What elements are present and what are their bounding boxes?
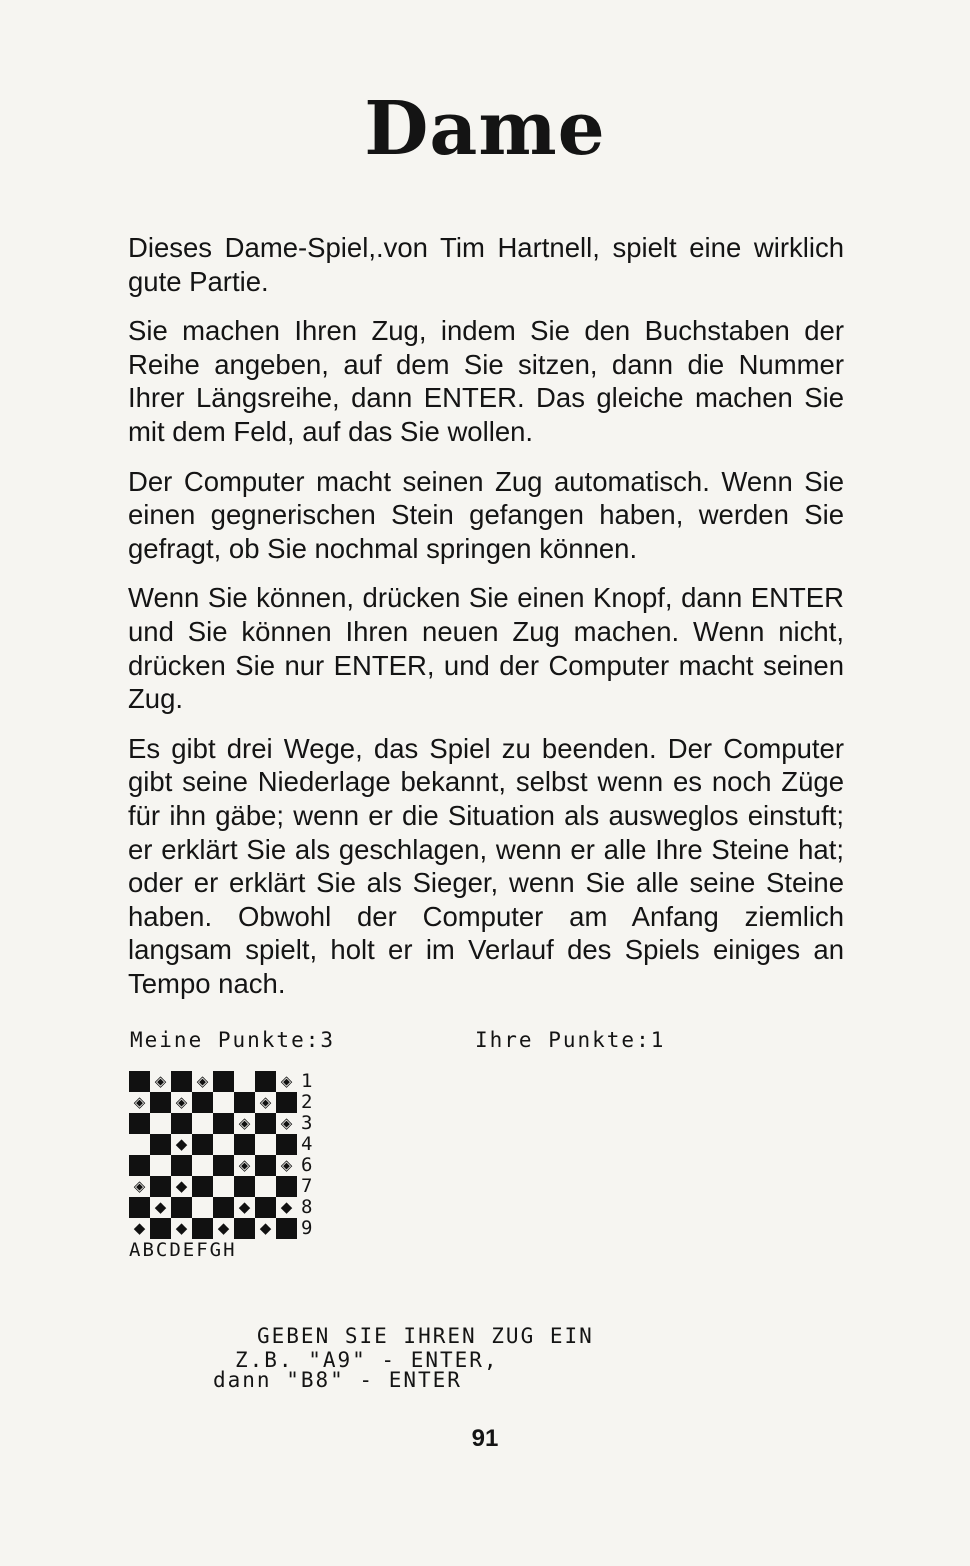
rank-label: 4 [301, 1133, 313, 1155]
player-piece-icon: ◈ [175, 1093, 188, 1111]
board-square [192, 1155, 213, 1176]
board-square [255, 1113, 276, 1134]
board-square [213, 1176, 234, 1197]
board-square [171, 1113, 192, 1134]
checkers-board-screen [129, 1070, 313, 1261]
board-square [276, 1176, 297, 1197]
my-score: Meine Punkte:3 [130, 1028, 336, 1052]
board-square [129, 1134, 150, 1155]
page-title: Dame [364, 86, 606, 172]
board-square [234, 1218, 255, 1239]
player-piece-icon: ◈ [238, 1156, 251, 1174]
board-square [150, 1176, 171, 1197]
board-square [192, 1092, 213, 1113]
board-square [171, 1155, 192, 1176]
paragraph: Der Computer macht seinen Zug automatisch. Wenn Sie einen gegnerischen Stein gefangen haben, werden Sie gefragt, ob Sie nochmal springen können. [128, 465, 844, 564]
prompt-line: dann "B8" - ENTER [213, 1368, 462, 1392]
file-labels: ABCDEFGH [129, 1239, 237, 1261]
board-square [129, 1113, 150, 1134]
board-square [255, 1134, 276, 1155]
player-piece-icon: ◈ [133, 1093, 146, 1111]
paragraph: Es gibt drei Wege, das Spiel zu beenden. Der Computer gibt seine Niederlage bekannt, selbst wenn es noch Züge für ihn gäbe; wenn er die Situation als ausweglos einstuft; er erklärt Sie als geschlagen, wenn er alle Ihre Steine hat; oder er erklärt Sie als Sieger, wenn Sie alle seine Steine haben. Obwohl der Computer am Anfang ziemlich langsam spielt, holt er im Verlauf des Spiels einiges an Tempo nach. [128, 732, 844, 999]
player-piece-icon: ◈ [154, 1072, 167, 1090]
board-square [255, 1071, 276, 1092]
player-piece-icon: ◈ [259, 1093, 272, 1111]
board-square [255, 1197, 276, 1218]
prompt-line: Z.B. "A9" - ENTER, [235, 1348, 499, 1372]
board-square [192, 1197, 213, 1218]
board-square [150, 1218, 171, 1239]
rank-label: 2 [301, 1091, 313, 1113]
board-square [129, 1197, 150, 1218]
board-square [276, 1218, 297, 1239]
board-square [276, 1092, 297, 1113]
board-square [276, 1134, 297, 1155]
player-piece-icon: ◈ [280, 1072, 293, 1090]
board-square [234, 1071, 255, 1092]
computer-piece-icon: ◆ [217, 1219, 230, 1237]
prompt-line: GEBEN SIE IHREN ZUG EIN [257, 1324, 594, 1348]
computer-piece-icon: ◆ [238, 1198, 251, 1216]
rank-label: 3 [301, 1112, 313, 1134]
player-piece-icon: ◈ [238, 1114, 251, 1132]
board-square [150, 1134, 171, 1155]
body-text [128, 231, 844, 1016]
your-score: Ihre Punkte:1 [475, 1028, 666, 1052]
board-square [192, 1176, 213, 1197]
player-piece-icon: ◈ [133, 1177, 146, 1195]
rank-label: 1 [301, 1070, 313, 1092]
player-piece-icon: ◈ [280, 1114, 293, 1132]
player-piece-icon: ◈ [196, 1072, 209, 1090]
board-square [192, 1218, 213, 1239]
board-square [192, 1134, 213, 1155]
computer-piece-icon: ◆ [175, 1177, 188, 1195]
board-square [234, 1134, 255, 1155]
board-square [234, 1092, 255, 1113]
computer-piece-icon: ◆ [175, 1219, 188, 1237]
rank-label: 9 [301, 1217, 313, 1239]
rank-label: 7 [301, 1175, 313, 1197]
board-square [213, 1197, 234, 1218]
paragraph: Sie machen Ihren Zug, indem Sie den Buchstaben der Reihe angeben, auf dem Sie sitzen, dann die Nummer Ihrer Längsreihe, dann ENTER. Das gleiche machen Sie mit dem Feld, auf das Sie wollen. [128, 315, 844, 447]
board-square [213, 1113, 234, 1134]
board-square [255, 1155, 276, 1176]
board-square [150, 1092, 171, 1113]
rank-label: 8 [301, 1196, 313, 1218]
board-square [213, 1155, 234, 1176]
board-square [213, 1134, 234, 1155]
board-square [129, 1071, 150, 1092]
page-number: 91 [471, 1425, 499, 1452]
computer-piece-icon: ◆ [280, 1198, 293, 1216]
computer-piece-icon: ◆ [133, 1219, 146, 1237]
board-square [150, 1113, 171, 1134]
computer-piece-icon: ◆ [175, 1135, 188, 1153]
board-square [171, 1197, 192, 1218]
checkers-board [129, 1070, 313, 1239]
board-square [171, 1071, 192, 1092]
rank-label: 6 [301, 1154, 313, 1176]
board-square [213, 1092, 234, 1113]
board-square [192, 1113, 213, 1134]
board-square [150, 1155, 171, 1176]
computer-piece-icon: ◆ [259, 1219, 272, 1237]
paragraph: Wenn Sie können, drücken Sie einen Knopf, dann ENTER und Sie können Ihren neuen Zug machen. Wenn nicht, drücken Sie nur ENTER, und der Computer macht seinen Zug. [128, 582, 844, 715]
paragraph: Dieses Dame-Spiel,.von Tim Hartnell, spielt eine wirklich gute Partie. [128, 232, 844, 297]
player-piece-icon: ◈ [280, 1156, 293, 1174]
computer-piece-icon: ◆ [154, 1198, 167, 1216]
board-square [234, 1176, 255, 1197]
board-square [129, 1155, 150, 1176]
board-square [213, 1071, 234, 1092]
board-square [255, 1176, 276, 1197]
